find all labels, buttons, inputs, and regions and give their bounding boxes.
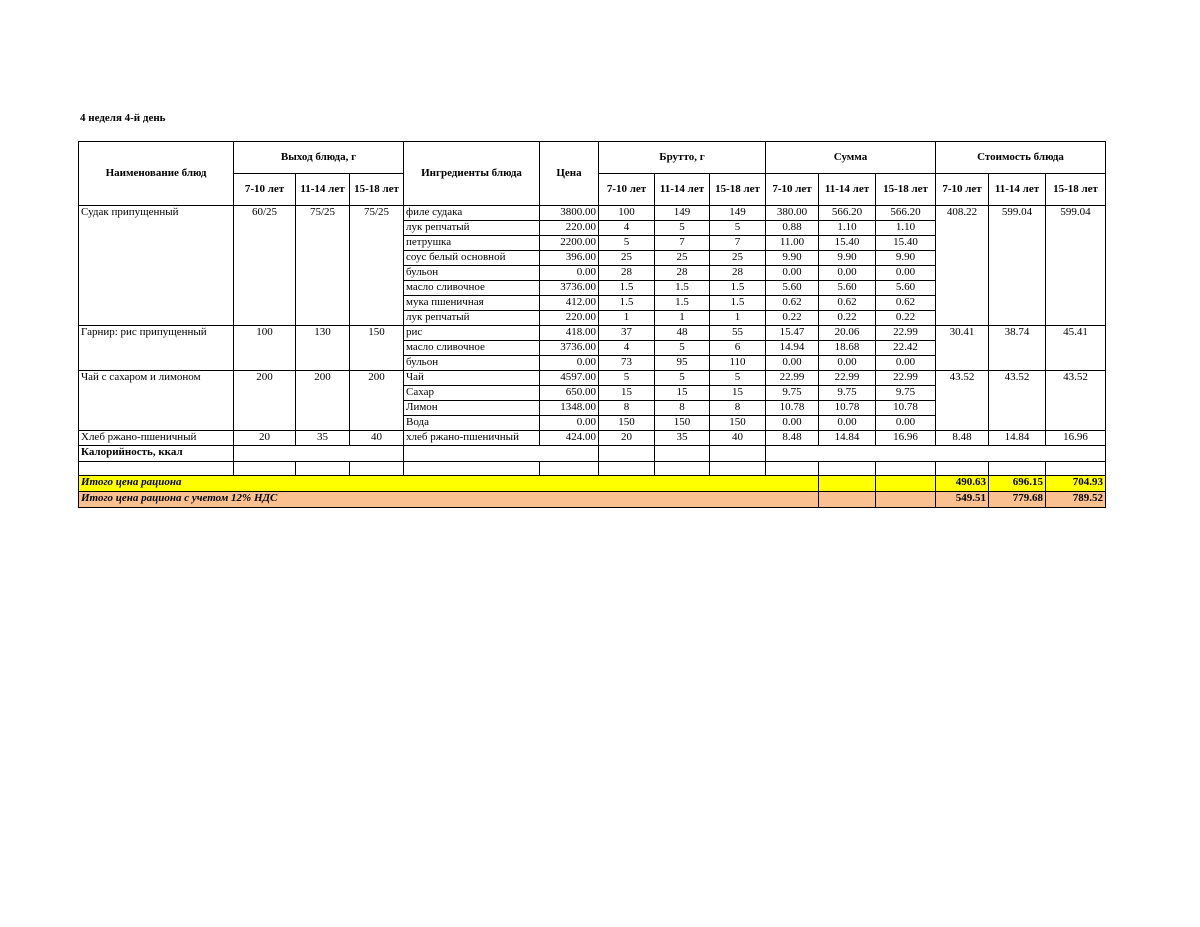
ingredient-sum: 1.10 [876, 221, 936, 236]
header-price: Цена [540, 142, 599, 206]
ingredient-price: 412.00 [540, 296, 599, 311]
ingredient-name: рис [404, 326, 540, 341]
total-row [79, 476, 1106, 492]
total-value: 490.63 [936, 476, 989, 492]
ingredient-sum: 0.00 [876, 416, 936, 431]
ingredient-sum: 0.62 [819, 296, 876, 311]
ingredient-brutto: 48 [655, 326, 710, 341]
ingredient-brutto: 150 [599, 416, 655, 431]
ingredient-sum: 566.20 [819, 206, 876, 221]
ingredient-brutto: 1.5 [710, 281, 766, 296]
ingredient-sum: 9.75 [876, 386, 936, 401]
ingredient-sum: 0.62 [766, 296, 819, 311]
ingredient-sum: 14.94 [766, 341, 819, 356]
ingredient-name: Чай [404, 371, 540, 386]
ingredient-sum: 10.78 [766, 401, 819, 416]
header-age: 15-18 лет [710, 174, 766, 206]
dish-cost: 43.52 [989, 371, 1046, 431]
ingredient-brutto: 149 [710, 206, 766, 221]
ingredient-sum: 15.40 [819, 236, 876, 251]
header-brutto: Брутто, г [599, 142, 766, 174]
dish-yield: 200 [296, 371, 350, 431]
ingredient-price: 220.00 [540, 221, 599, 236]
ingredient-sum: 0.22 [766, 311, 819, 326]
ingredient-sum: 0.22 [876, 311, 936, 326]
ingredient-name: Лимон [404, 401, 540, 416]
header-age: 11-14 лет [819, 174, 876, 206]
ingredient-price: 0.00 [540, 416, 599, 431]
dish-rows [79, 206, 1106, 446]
ingredient-price: 650.00 [540, 386, 599, 401]
ingredient-sum: 0.62 [876, 296, 936, 311]
ingredient-sum: 22.42 [876, 341, 936, 356]
ingredient-sum: 0.22 [819, 311, 876, 326]
ingredient-brutto: 5 [710, 371, 766, 386]
ingredient-price: 3800.00 [540, 206, 599, 221]
ingredient-name: лук репчатый [404, 221, 540, 236]
ingredient-brutto: 8 [710, 401, 766, 416]
table-row [79, 206, 1106, 221]
dish-cost: 16.96 [1046, 431, 1106, 446]
ingredient-sum: 1.10 [819, 221, 876, 236]
dish-yield: 75/25 [350, 206, 404, 326]
total-vat-value: 789.52 [1046, 492, 1106, 508]
total-vat-label: Итого цена рациона с учетом 12% НДС [79, 492, 819, 508]
ingredient-brutto: 100 [599, 206, 655, 221]
dish-cost: 14.84 [989, 431, 1046, 446]
ingredient-brutto: 25 [655, 251, 710, 266]
ingredient-sum: 5.60 [766, 281, 819, 296]
ingredient-sum: 22.99 [766, 371, 819, 386]
header-age: 11-14 лет [989, 174, 1046, 206]
ingredient-brutto: 28 [655, 266, 710, 281]
ingredient-sum: 0.00 [819, 356, 876, 371]
dish-name: Хлеб ржано-пшеничный [79, 431, 234, 446]
ingredient-brutto: 35 [655, 431, 710, 446]
header-age: 15-18 лет [876, 174, 936, 206]
ingredient-name: Сахар [404, 386, 540, 401]
ingredient-sum: 5.60 [876, 281, 936, 296]
header-age: 15-18 лет [1046, 174, 1106, 206]
ingredient-sum: 10.78 [819, 401, 876, 416]
ingredient-price: 3736.00 [540, 341, 599, 356]
ingredient-sum: 380.00 [766, 206, 819, 221]
dish-yield: 20 [234, 431, 296, 446]
ingredient-sum: 0.00 [766, 356, 819, 371]
ingredient-name: мука пшеничная [404, 296, 540, 311]
total-value: 696.15 [989, 476, 1046, 492]
ingredient-sum: 5.60 [819, 281, 876, 296]
ingredient-sum: 14.84 [819, 431, 876, 446]
dish-yield: 60/25 [234, 206, 296, 326]
dish-yield: 150 [350, 326, 404, 371]
ingredient-brutto: 5 [599, 236, 655, 251]
calories-label: Калорийность, ккал [79, 446, 234, 462]
dish-cost: 599.04 [989, 206, 1046, 326]
ingredient-sum: 9.90 [766, 251, 819, 266]
ingredient-sum: 0.00 [766, 266, 819, 281]
ingredient-brutto: 28 [710, 266, 766, 281]
ingredient-brutto: 6 [710, 341, 766, 356]
ingredient-brutto: 4 [599, 341, 655, 356]
menu-table [78, 141, 1106, 508]
ingredient-sum: 0.88 [766, 221, 819, 236]
ingredient-sum: 16.96 [876, 431, 936, 446]
dish-cost: 45.41 [1046, 326, 1106, 371]
ingredient-name: бульон [404, 266, 540, 281]
ingredient-price: 0.00 [540, 356, 599, 371]
ingredient-price: 424.00 [540, 431, 599, 446]
total-vat-value: 779.68 [989, 492, 1046, 508]
header-dish-name: Наименование блюд [79, 142, 234, 206]
ingredient-brutto: 1.5 [655, 281, 710, 296]
ingredient-name: масло сливочное [404, 341, 540, 356]
ingredient-sum: 9.75 [766, 386, 819, 401]
ingredient-brutto: 1 [599, 311, 655, 326]
header-cost: Стоимость блюда [936, 142, 1106, 174]
header-age: 7-10 лет [766, 174, 819, 206]
ingredient-brutto: 15 [599, 386, 655, 401]
ingredient-sum: 0.00 [766, 416, 819, 431]
ingredient-sum: 22.99 [876, 326, 936, 341]
dish-yield: 200 [350, 371, 404, 431]
ingredient-name: хлеб ржано-пшеничный [404, 431, 540, 446]
table-row [79, 371, 1106, 386]
calories-row [79, 446, 1106, 462]
ingredient-brutto: 149 [655, 206, 710, 221]
header-age: 11-14 лет [296, 174, 350, 206]
dish-name: Чай с сахаром и лимоном [79, 371, 234, 431]
ingredient-price: 4597.00 [540, 371, 599, 386]
header-yield: Выход блюда, г [234, 142, 404, 174]
dish-yield: 35 [296, 431, 350, 446]
dish-yield: 40 [350, 431, 404, 446]
dish-name: Гарнир: рис припущенный [79, 326, 234, 371]
ingredient-sum: 22.99 [819, 371, 876, 386]
dish-name: Судак припущенный [79, 206, 234, 326]
ingredient-price: 2200.00 [540, 236, 599, 251]
dish-yield: 200 [234, 371, 296, 431]
ingredient-sum: 566.20 [876, 206, 936, 221]
ingredient-brutto: 15 [710, 386, 766, 401]
ingredient-brutto: 1.5 [655, 296, 710, 311]
ingredient-name: лук репчатый [404, 311, 540, 326]
dish-cost: 8.48 [936, 431, 989, 446]
ingredient-name: Вода [404, 416, 540, 431]
ingredient-price: 1348.00 [540, 401, 599, 416]
ingredient-brutto: 8 [599, 401, 655, 416]
total-label: Итого цена рациона [79, 476, 819, 492]
ingredient-brutto: 95 [655, 356, 710, 371]
ingredient-price: 418.00 [540, 326, 599, 341]
ingredient-brutto: 37 [599, 326, 655, 341]
header-sum: Сумма [766, 142, 936, 174]
ingredient-sum: 9.75 [819, 386, 876, 401]
ingredient-price: 0.00 [540, 266, 599, 281]
ingredient-sum: 22.99 [876, 371, 936, 386]
ingredient-brutto: 4 [599, 221, 655, 236]
header-ingredients: Ингредиенты блюда [404, 142, 540, 206]
ingredient-brutto: 1 [655, 311, 710, 326]
ingredient-brutto: 7 [710, 236, 766, 251]
header-age: 7-10 лет [234, 174, 296, 206]
table-row [79, 326, 1106, 341]
total-value: 704.93 [1046, 476, 1106, 492]
ingredient-sum: 15.40 [876, 236, 936, 251]
ingredient-brutto: 5 [599, 371, 655, 386]
blank-row [79, 462, 1106, 476]
ingredient-brutto: 5 [710, 221, 766, 236]
dish-cost: 408.22 [936, 206, 989, 326]
header-age: 7-10 лет [599, 174, 655, 206]
ingredient-sum: 0.00 [819, 266, 876, 281]
dish-cost: 30.41 [936, 326, 989, 371]
ingredient-brutto: 28 [599, 266, 655, 281]
ingredient-sum: 0.00 [819, 416, 876, 431]
dish-cost: 599.04 [1046, 206, 1106, 326]
ingredient-brutto: 8 [655, 401, 710, 416]
ingredient-sum: 8.48 [766, 431, 819, 446]
ingredient-brutto: 5 [655, 341, 710, 356]
ingredient-brutto: 1.5 [710, 296, 766, 311]
ingredient-price: 220.00 [540, 311, 599, 326]
header-age: 11-14 лет [655, 174, 710, 206]
ingredient-sum: 15.47 [766, 326, 819, 341]
ingredient-name: соус белый основной [404, 251, 540, 266]
ingredient-brutto: 73 [599, 356, 655, 371]
dish-yield: 130 [296, 326, 350, 371]
summary-rows [79, 446, 1106, 508]
ingredient-brutto: 150 [655, 416, 710, 431]
ingredient-sum: 9.90 [876, 251, 936, 266]
ingredient-name: масло сливочное [404, 281, 540, 296]
ingredient-brutto: 1 [710, 311, 766, 326]
dish-yield: 100 [234, 326, 296, 371]
ingredient-sum: 0.00 [876, 266, 936, 281]
ingredient-sum: 11.00 [766, 236, 819, 251]
ingredient-name: бульон [404, 356, 540, 371]
ingredient-brutto: 40 [710, 431, 766, 446]
ingredient-brutto: 15 [655, 386, 710, 401]
ingredient-brutto: 20 [599, 431, 655, 446]
total-vat-row [79, 492, 1106, 508]
ingredient-brutto: 150 [710, 416, 766, 431]
ingredient-brutto: 1.5 [599, 296, 655, 311]
total-vat-value: 549.51 [936, 492, 989, 508]
ingredient-name: петрушка [404, 236, 540, 251]
ingredient-sum: 10.78 [876, 401, 936, 416]
table-row [79, 431, 1106, 446]
ingredient-brutto: 7 [655, 236, 710, 251]
ingredient-sum: 0.00 [876, 356, 936, 371]
ingredient-brutto: 25 [710, 251, 766, 266]
ingredient-sum: 20.06 [819, 326, 876, 341]
page-title: 4 неделя 4-й день [80, 112, 166, 124]
ingredient-name: филе судака [404, 206, 540, 221]
ingredient-price: 3736.00 [540, 281, 599, 296]
ingredient-brutto: 25 [599, 251, 655, 266]
header-age: 7-10 лет [936, 174, 989, 206]
ingredient-sum: 18.68 [819, 341, 876, 356]
dish-cost: 43.52 [1046, 371, 1106, 431]
ingredient-brutto: 1.5 [599, 281, 655, 296]
ingredient-brutto: 55 [710, 326, 766, 341]
ingredient-brutto: 5 [655, 371, 710, 386]
ingredient-sum: 9.90 [819, 251, 876, 266]
ingredient-price: 396.00 [540, 251, 599, 266]
dish-cost: 43.52 [936, 371, 989, 431]
dish-yield: 75/25 [296, 206, 350, 326]
dish-cost: 38.74 [989, 326, 1046, 371]
header-age: 15-18 лет [350, 174, 404, 206]
ingredient-brutto: 110 [710, 356, 766, 371]
ingredient-brutto: 5 [655, 221, 710, 236]
